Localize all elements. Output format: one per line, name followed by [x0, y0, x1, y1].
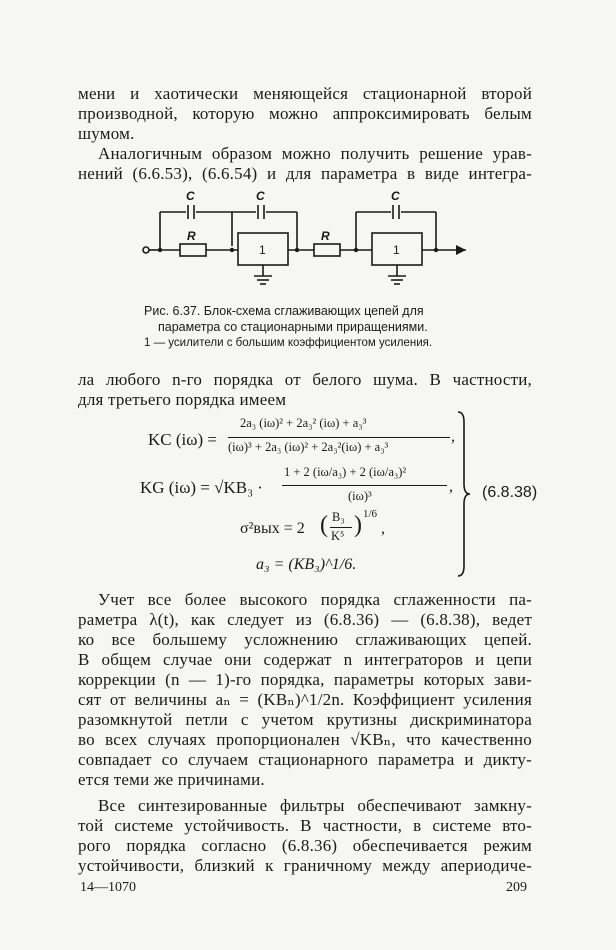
paragraph-2-line-2: нений (6.6.53), (6.6.54) и для параметра в виде интегра- [78, 164, 532, 183]
paragraph-3-line-1: ла любого n-го порядка от белого шума. В частности, [78, 370, 532, 389]
figure-caption-line-3: 1 — усилители с большим коэффициентом усиления. [144, 337, 433, 349]
resistor-1-label: R [187, 229, 196, 243]
kc-numerator: 2a₃ (iω)² + 2a₃² (iω) + a₃³ [240, 416, 367, 430]
paragraph-1-line-3: шумом. [78, 124, 135, 143]
capacitor-1-label: C [186, 189, 195, 203]
sigma-fraction-bar [330, 527, 352, 528]
paragraph-4-line-10: ется теми же причинами. [78, 770, 265, 789]
resistor-2 [314, 244, 340, 256]
paragraph-4-line-5: коррекции (n — 1)-го порядка, параметры которых зави- [78, 670, 532, 689]
paragraph-5-line-3: рого порядка согласно (6.8.36) обеспечивается режим [78, 836, 532, 855]
printer-signature: 14—1070 [80, 880, 136, 895]
sigma-left-paren: ( [320, 512, 328, 538]
paragraph-5-line-4: устойчивости, близкий к граничному между апериодиче- [78, 856, 532, 875]
page-number: 209 [506, 880, 527, 895]
figure-caption-line-1: Рис. 6.37. Блок-схема сглаживающих цепей для [144, 304, 424, 318]
kg-numerator: 1 + 2 (iω/a₃) + 2 (iω/a₃)² [284, 465, 407, 479]
kc-lhs: KC (iω) = [148, 430, 217, 449]
kc-denominator: (iω)³ + 2a₃ (iω)² + 2a₃²(iω) + a₃³ [228, 440, 389, 454]
paragraph-5-line-2: той системе устойчивость. В частности, в системе вто- [78, 816, 532, 835]
kc-comma: , [451, 428, 455, 445]
sigma-exponent: 1/6 [363, 508, 378, 520]
paragraph-4-line-9: совпадает со случаем стационарного параметра и дикту- [78, 750, 532, 769]
paragraph-4-line-4: В общем случае они содержат n интеграторов и цепи [78, 650, 532, 669]
equation-number: (6.8.38) [482, 484, 538, 501]
amplifier-2-label: 1 [393, 243, 400, 257]
paragraph-4-line-2: раметра λ(t), как следует из (6.8.36) — (6.8.38), ведет [78, 610, 532, 629]
kg-comma: , [449, 478, 453, 495]
paragraph-4-line-1: Учет все более высокого порядка сглаженности па- [98, 590, 532, 609]
sigma-comma: , [381, 520, 385, 537]
paragraph-4-line-6: сят от величины aₙ = (KBₙ)^1/2n. Коэффициент усиления [78, 690, 532, 709]
capacitor-3-label: C [391, 189, 400, 203]
kg-lhs: KG (iω) = √KB₃ · [140, 478, 263, 497]
paragraph-4-line-3: ко все большему усложнению сглаживающих цепей. [78, 630, 532, 649]
paragraph-3-line-2: для третьего порядка имеем [78, 390, 287, 409]
sigma-denominator: K⁵ [331, 529, 345, 543]
paragraph-4-line-7: разомкнутой петли с учетом крутизны дискриминатора [78, 710, 532, 729]
capacitor-2-label: C [256, 189, 265, 203]
smoothing-circuit-diagram [0, 0, 616, 300]
a3-equation: a₃ = (KB₃)^1/6. [256, 556, 357, 573]
paragraph-2-line-1: Аналогичным образом можно получить решение урав- [98, 144, 532, 163]
amplifier-1-label: 1 [259, 243, 266, 257]
paragraph-5-line-1: Все синтезированные фильтры обеспечивают замкну- [98, 796, 532, 815]
figure-caption-line-2: параметра со стационарными приращениями. [158, 320, 428, 334]
sigma-lhs: σ²вых = 2 [240, 520, 305, 537]
resistor-1 [180, 244, 206, 256]
input-terminal [143, 247, 149, 253]
kc-fraction-bar [228, 437, 450, 438]
right-brace [455, 410, 475, 578]
paragraph-4-line-8: во всех случаях пропорционален √KBₙ, что качественно [78, 730, 532, 749]
output-arrow-icon [456, 245, 466, 255]
kg-fraction-bar [282, 485, 447, 486]
sigma-right-paren: ) [354, 512, 362, 538]
resistor-2-label: R [321, 229, 330, 243]
sigma-numerator: B₃ [332, 510, 345, 524]
paragraph-1-line-2: производной, которую можно аппроксимировать белым [78, 104, 532, 123]
kg-denominator: (iω)³ [348, 489, 372, 503]
paragraph-1-line-1: мени и хаотически меняющейся стационарной второй [78, 84, 532, 103]
